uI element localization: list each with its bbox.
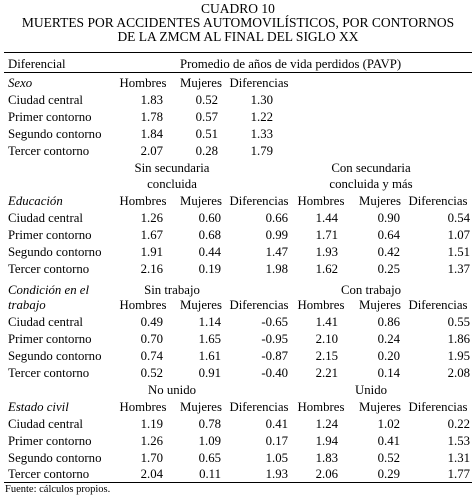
value-cell: 0.52 (377, 451, 400, 465)
col-label-diff: Diferencias (408, 400, 468, 414)
value-cell: 1.14 (198, 315, 221, 329)
value-cell: 0.55 (447, 315, 470, 329)
value-cell: 1.07 (447, 228, 470, 242)
value-cell: 1.83 (315, 451, 338, 465)
value-cell: 0.42 (377, 245, 400, 259)
group-label-no-unido: No unido (148, 383, 196, 397)
value-cell: 1.91 (140, 245, 163, 259)
col-label-women: Mujeres (180, 298, 222, 312)
value-cell: -0.87 (261, 349, 288, 363)
col-label-men: Hombres (119, 76, 167, 90)
value-cell: 2.04 (140, 467, 163, 481)
col-label-diff: Diferencias (229, 76, 289, 90)
value-cell: 0.20 (377, 349, 400, 363)
value-cell: 0.41 (377, 434, 400, 448)
value-cell: 1.93 (265, 467, 288, 481)
value-cell: 0.68 (198, 228, 221, 242)
value-cell: 1.65 (198, 332, 221, 346)
value-cell: 1.79 (250, 144, 273, 158)
value-cell: 0.52 (140, 366, 163, 380)
value-cell: 1.78 (140, 110, 163, 124)
value-cell: 2.10 (315, 332, 338, 346)
row-label: Ciudad central (8, 417, 83, 431)
value-cell: 0.29 (377, 467, 400, 481)
row-label: Primer contorno (8, 332, 92, 346)
col-label-diff: Diferencias (229, 194, 289, 208)
value-cell: 1.30 (250, 93, 273, 107)
value-cell: 0.24 (377, 332, 400, 346)
value-cell: 0.99 (265, 228, 288, 242)
value-cell: 2.21 (315, 366, 338, 380)
value-cell: 2.06 (315, 467, 338, 481)
col-label-men: Hombres (119, 194, 167, 208)
value-cell: 0.54 (447, 211, 470, 225)
value-cell: 1.24 (315, 417, 338, 431)
col-label-men: Hombres (297, 298, 345, 312)
col-label-men: Hombres (297, 400, 345, 414)
value-cell: -0.40 (261, 366, 288, 380)
col-label-diff: Diferencias (408, 298, 468, 312)
table-title: MUERTES POR ACCIDENTES AUTOMOVILÍSTICOS, POR CONTORNOS (21, 15, 455, 30)
value-cell: 0.66 (265, 211, 288, 225)
value-cell: 1.98 (265, 262, 288, 276)
section-label-estado-civil: Estado civil (8, 400, 69, 414)
value-cell: 1.62 (315, 262, 338, 276)
col-label-diff: Diferencias (229, 400, 289, 414)
column-header-diferencial: Diferencial (8, 57, 66, 71)
section-label-sexo: Sexo (8, 76, 33, 90)
group-label-sin-trabajo: Sin trabajo (144, 283, 200, 297)
header-rule (4, 72, 472, 73)
value-cell: 0.60 (198, 211, 221, 225)
group-label-sin-secundaria-1: Sin secundaria (134, 161, 210, 175)
row-label: Tercer contorno (8, 366, 90, 380)
row-label: Segundo contorno (8, 349, 102, 363)
value-cell: 0.78 (198, 417, 221, 431)
value-cell: 0.70 (140, 332, 163, 346)
group-label-con-secundaria-2: concluida y más (329, 177, 413, 191)
section-label-educacion: Educación (8, 194, 63, 208)
value-cell: 1.05 (265, 451, 288, 465)
col-label-women: Mujeres (180, 76, 222, 90)
col-label-women: Mujeres (180, 400, 222, 414)
col-label-men: Hombres (119, 400, 167, 414)
value-cell: 1.86 (447, 332, 470, 346)
value-cell: 0.64 (377, 228, 400, 242)
top-rule (4, 52, 472, 53)
value-cell: 0.44 (198, 245, 221, 259)
row-label: Segundo contorno (8, 127, 102, 141)
value-cell: 1.95 (447, 349, 470, 363)
row-label: Primer contorno (8, 110, 92, 124)
value-cell: 1.84 (140, 127, 163, 141)
table-subtitle: DE LA ZMCM AL FINAL DEL SIGLO XX (117, 29, 359, 44)
row-label: Tercer contorno (8, 144, 90, 158)
col-label-men: Hombres (119, 298, 167, 312)
group-label-sin-secundaria-2: concluida (147, 177, 197, 191)
row-label: Ciudad central (8, 93, 83, 107)
value-cell: 0.22 (447, 417, 470, 431)
value-cell: 1.26 (140, 434, 163, 448)
value-cell: -0.95 (261, 332, 288, 346)
value-cell: 2.08 (447, 366, 470, 380)
value-cell: 0.49 (140, 315, 163, 329)
value-cell: 0.74 (140, 349, 163, 363)
value-cell: 1.31 (447, 451, 470, 465)
value-cell: 1.44 (315, 211, 338, 225)
group-label-unido: Unido (355, 383, 387, 397)
row-label: Segundo contorno (8, 451, 102, 465)
value-cell: 1.53 (447, 434, 470, 448)
value-cell: 0.52 (195, 93, 218, 107)
value-cell: 1.19 (140, 417, 163, 431)
value-cell: 1.47 (265, 245, 288, 259)
value-cell: 1.61 (198, 349, 221, 363)
value-cell: 1.22 (250, 110, 273, 124)
bottom-rule (4, 482, 472, 483)
row-label: Ciudad central (8, 211, 83, 225)
value-cell: 1.83 (140, 93, 163, 107)
col-label-women: Mujeres (180, 194, 222, 208)
value-cell: 0.14 (377, 366, 400, 380)
value-cell: 0.41 (265, 417, 288, 431)
col-label-men: Hombres (297, 194, 345, 208)
value-cell: 1.77 (447, 467, 470, 481)
value-cell: -0.65 (261, 315, 288, 329)
section-label-trabajo-2: trabajo (8, 298, 46, 312)
value-cell: 0.57 (195, 110, 218, 124)
value-cell: 1.26 (140, 211, 163, 225)
value-cell: 1.02 (377, 417, 400, 431)
value-cell: 1.09 (198, 434, 221, 448)
value-cell: 1.37 (447, 262, 470, 276)
value-cell: 0.11 (199, 467, 221, 481)
table-number: CUADRO 10 (201, 1, 275, 16)
value-cell: 0.65 (198, 451, 221, 465)
value-cell: 1.33 (250, 127, 273, 141)
col-label-women: Mujeres (359, 298, 401, 312)
value-cell: 0.51 (195, 127, 218, 141)
value-cell: 1.94 (315, 434, 338, 448)
value-cell: 2.15 (315, 349, 338, 363)
value-cell: 1.71 (315, 228, 338, 242)
value-cell: 2.07 (140, 144, 163, 158)
value-cell: 2.16 (140, 262, 163, 276)
group-label-con-trabajo: Con trabajo (340, 283, 402, 297)
col-label-women: Mujeres (359, 194, 401, 208)
column-header-pavp: Promedio de años de vida perdidos (PAVP) (180, 57, 402, 71)
group-label-con-secundaria-1: Con secundaria (331, 161, 411, 175)
row-label: Primer contorno (8, 434, 92, 448)
row-label: Tercer contorno (8, 467, 90, 481)
row-label: Ciudad central (8, 315, 83, 329)
value-cell: 1.93 (315, 245, 338, 259)
value-cell: 0.25 (377, 262, 400, 276)
section-label-trabajo-1: Condición en el (8, 283, 90, 297)
col-label-diff: Diferencias (408, 194, 468, 208)
value-cell: 1.41 (315, 315, 338, 329)
value-cell: 0.90 (377, 211, 400, 225)
value-cell: 0.91 (198, 366, 221, 380)
row-label: Primer contorno (8, 228, 92, 242)
value-cell: 1.67 (140, 228, 163, 242)
value-cell: 0.19 (198, 262, 221, 276)
row-label: Segundo contorno (8, 245, 102, 259)
row-label: Tercer contorno (8, 262, 90, 276)
col-label-women: Mujeres (359, 400, 401, 414)
value-cell: 0.28 (195, 144, 218, 158)
value-cell: 1.70 (140, 451, 163, 465)
value-cell: 0.17 (265, 434, 288, 448)
value-cell: 0.86 (377, 315, 400, 329)
value-cell: 1.51 (447, 245, 470, 259)
col-label-diff: Diferencias (229, 298, 289, 312)
source-note: Fuente: cálculos propios. (5, 484, 111, 495)
